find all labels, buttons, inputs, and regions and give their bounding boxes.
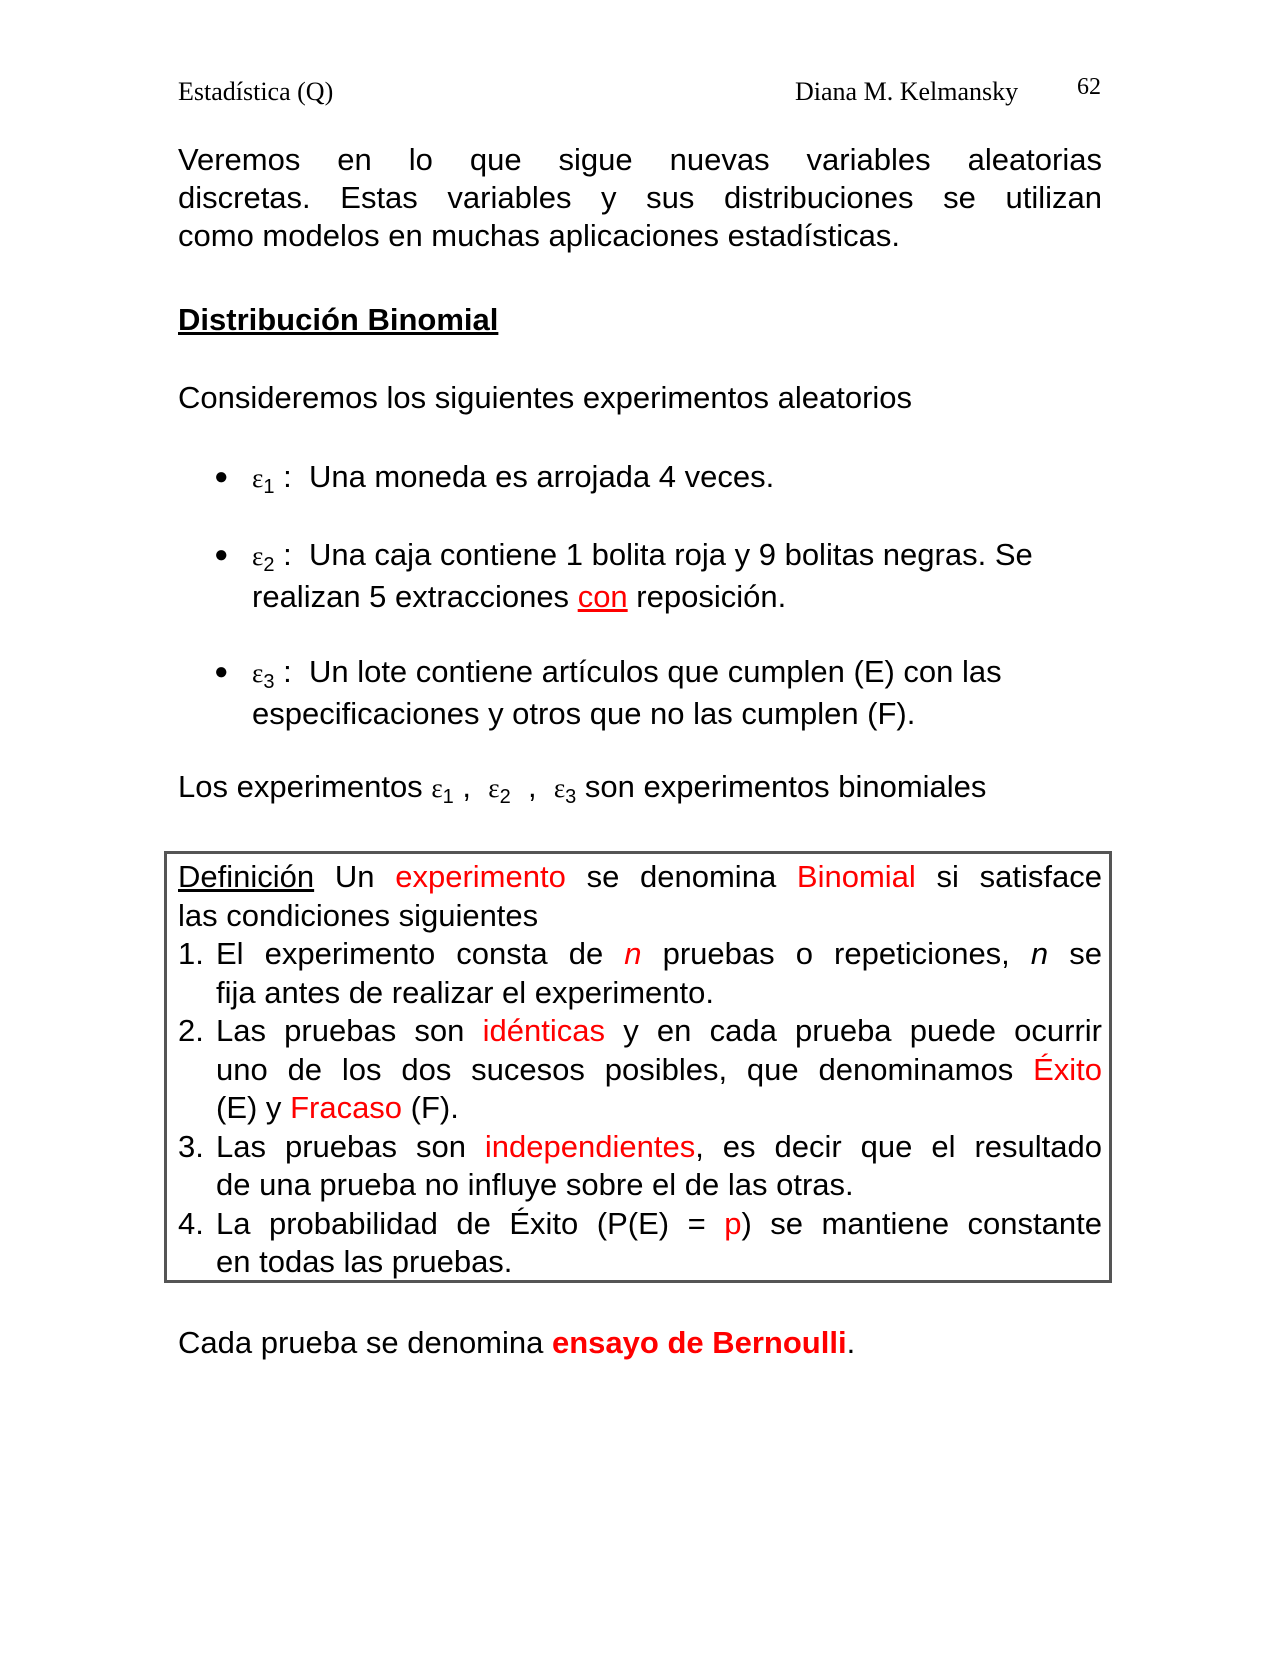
header-course-title: Estadística (Q)	[178, 77, 334, 106]
statement-prefix: Los experimentos	[178, 769, 423, 804]
header-author: Diana M. Kelmansky	[795, 77, 1019, 106]
bullet-text: Una moneda es arrojada 4 veces.	[308, 459, 775, 494]
condition-text: (E) y	[216, 1090, 282, 1125]
epsilon-symbol: ε	[252, 541, 264, 571]
condition-number: 1.	[178, 936, 204, 971]
condition-number: 2.	[178, 1013, 204, 1048]
term-independientes: independientes	[484, 1128, 696, 1164]
epsilon-symbol: ε	[553, 773, 566, 803]
epsilon-index: 2	[263, 554, 275, 576]
variable-n: n	[1030, 936, 1049, 971]
term-identicas: idénticas	[482, 1013, 605, 1048]
bullet-text-line-1: Una caja contiene 1 bolita roja y 9 bolitas negras. Se	[308, 537, 1033, 572]
epsilon-index: 1	[263, 476, 275, 498]
epsilon-symbol: ε	[431, 773, 443, 803]
epsilon-index: 3	[565, 786, 577, 808]
bullet-separator: :	[283, 654, 292, 689]
condition-line-2: en todas las pruebas.	[216, 1244, 513, 1279]
page-number: 62	[1077, 74, 1101, 100]
bullet-text-line-2: realizan 5 extracciones	[252, 579, 570, 614]
bullet-separator: :	[283, 459, 292, 494]
intro-line-1: Veremos en lo que sigue nuevas variables aleatorias	[178, 142, 1102, 177]
definition-text: se denomina	[586, 859, 777, 894]
condition-item-2	[178, 1012, 1102, 1128]
closing-period: .	[846, 1325, 856, 1360]
term-binomial: Binomial	[796, 859, 916, 894]
condition-text: uno de los dos sucesos posibles, que denominamos	[216, 1051, 1014, 1087]
term-experimento: experimento	[395, 859, 566, 894]
bullet-dot-icon: ●	[214, 541, 229, 568]
highlight-con: con	[577, 579, 628, 614]
definition-content	[178, 858, 1102, 1282]
epsilon-index: 1	[442, 786, 454, 808]
definition-text: si satisface	[936, 859, 1102, 894]
condition-text: El experimento consta de	[216, 936, 604, 971]
comma: ,	[462, 769, 472, 804]
variable-n: n	[624, 936, 642, 971]
condition-number: 3.	[178, 1128, 204, 1164]
intro-line-3: como modelos en muchas aplicaciones estadísticas.	[178, 218, 900, 253]
epsilon-symbol: ε	[252, 658, 264, 688]
condition-text: ) se mantiene constante	[741, 1205, 1102, 1241]
bullet-dot-icon: ●	[214, 463, 229, 490]
condition-text: , es decir que el resultado	[695, 1128, 1102, 1164]
definition-text: Un	[334, 859, 375, 894]
epsilon-index: 2	[499, 786, 511, 808]
bullet-separator: :	[283, 537, 292, 572]
binomial-statement	[178, 768, 1102, 810]
term-bernoulli: ensayo de Bernoulli	[552, 1325, 847, 1360]
condition-item-4	[178, 1205, 1102, 1282]
condition-text: se	[1069, 936, 1102, 971]
condition-item-1	[178, 935, 1102, 1012]
bullet-dot-icon: ●	[214, 658, 229, 685]
bullet-text-line-1: Un lote contiene artículos que cumplen (E) con las	[308, 654, 1002, 689]
condition-line-2: de una prueba no influye sobre el de las otras.	[216, 1167, 854, 1202]
condition-number: 4.	[178, 1205, 204, 1241]
definition-label: Definición	[178, 859, 315, 894]
condition-text: Las pruebas son	[216, 1128, 466, 1164]
closing-sentence	[178, 1324, 1102, 1362]
condition-line-2: fija antes de realizar el experimento.	[216, 974, 714, 1010]
epsilon-symbol: ε	[488, 773, 500, 803]
closing-prefix: Cada prueba se denomina	[178, 1325, 544, 1360]
condition-text: (F).	[410, 1090, 459, 1125]
term-fracaso: Fracaso	[290, 1090, 403, 1125]
epsilon-index: 3	[263, 671, 275, 693]
definition-line-1	[178, 858, 1102, 897]
condition-item-3	[178, 1128, 1102, 1205]
statement-suffix: son experimentos binomiales	[584, 769, 987, 804]
lead-sentence: Consideremos los siguientes experimentos aleatorios	[178, 380, 913, 415]
variable-p: p	[724, 1205, 742, 1241]
condition-text: pruebas o repeticiones,	[662, 936, 1010, 971]
intro-paragraph	[178, 141, 1102, 255]
section-title: Distribución Binomial	[178, 302, 499, 337]
epsilon-symbol: ε	[252, 463, 264, 493]
bullet-text-line-2-end: reposición.	[636, 579, 787, 614]
definition-line-2: las condiciones siguientes	[178, 897, 539, 933]
condition-text: Las pruebas son	[216, 1013, 465, 1048]
condition-text: y en cada prueba puede ocurrir	[623, 1013, 1102, 1048]
intro-line-2: discretas. Estas variables y sus distribuciones se utilizan	[178, 180, 1102, 215]
term-exito: Éxito	[1033, 1051, 1102, 1087]
comma: ,	[527, 769, 537, 804]
condition-text: La probabilidad de Éxito (P(E) =	[216, 1205, 706, 1241]
bullet-text-line-2: especificaciones y otros que no las cumplen (F).	[252, 696, 916, 731]
